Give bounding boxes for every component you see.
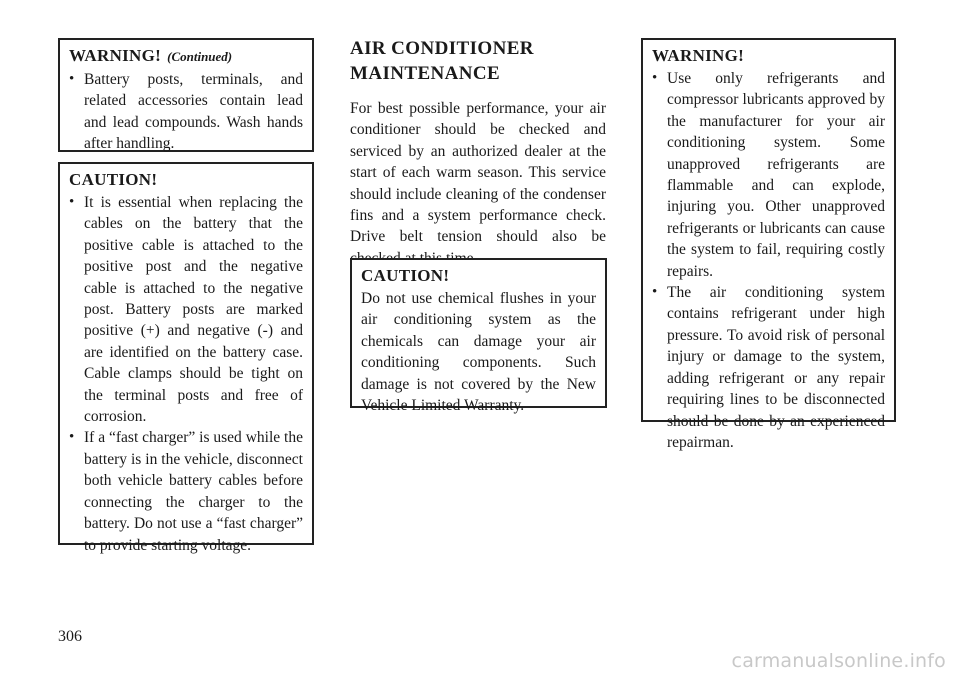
ac-paragraph: For best possible performance, your air conditioner should be checked and serviced by an authorized dealer at the start of each warm season. This service should include cleaning of the condenser fins and a system performance check. Drive belt tension should also be bbox=[350, 100, 606, 246]
section-heading: AIR CONDITIONER MAINTENANCE bbox=[350, 38, 534, 84]
ac-maintenance-section bbox=[350, 36, 606, 269]
warning-title: WARNING! bbox=[652, 46, 745, 65]
list-item: • It is essential when replacing the cables on the battery that the positive cable is attached to the positive post and the negative cable is attached to the negative post. Battery posts are marked positive (+) and negative (-) and are identified on the battery case. Cable clamps should be tight on the terminal posts and free of corrosion. bbox=[69, 192, 303, 427]
warning-list bbox=[652, 68, 885, 453]
caution-text: Do not use chemical flushes in your air conditioning system as the chemicals can damage your air conditioning components. Such damage is not covered by the New Vehicle Limited Warranty. bbox=[361, 290, 596, 415]
warning-box-refrigerant bbox=[641, 38, 896, 451]
list-item: • If a “fast charger” is used while the battery is in the vehicle, disconnect both vehicle battery cables before connecting the charger to the battery. Do not use a “fast charger” to provide starting voltage. bbox=[69, 427, 303, 555]
caution-list bbox=[69, 192, 303, 556]
list-item: • The air conditioning system contains refrigerant under high pressure. To avoid risk of personal injury or damage to the system, adding refrigerant or any repair requiring lines to be disconnected should be done by an experienced repairman. bbox=[652, 282, 885, 453]
warning-list bbox=[69, 69, 303, 155]
watermark: carmanualsonline.info bbox=[731, 650, 946, 672]
continued-label: (Continued) bbox=[167, 49, 233, 64]
caution-box-battery bbox=[58, 162, 314, 554]
list-item: • Use only refrigerants and compressor lubricants approved by the manufacturer for your air conditioning system. Some unapproved refrigerants are flammable and can explode, injuring you. Other unapproved refrigerants or lubricants can cause the system to fail, requiring costly repairs. bbox=[652, 68, 885, 282]
list-item: • Battery posts, terminals, and related accessories contain lead and lead compounds. Wash hands after handling. bbox=[69, 69, 303, 155]
warning-box-continued bbox=[58, 38, 314, 152]
page-number: 306 bbox=[58, 628, 82, 645]
caution-box-flush bbox=[350, 258, 607, 415]
warning-title: WARNING! (Continued) bbox=[69, 46, 233, 65]
caution-title: CAUTION! bbox=[69, 170, 158, 189]
caution-title: CAUTION! bbox=[361, 266, 450, 285]
